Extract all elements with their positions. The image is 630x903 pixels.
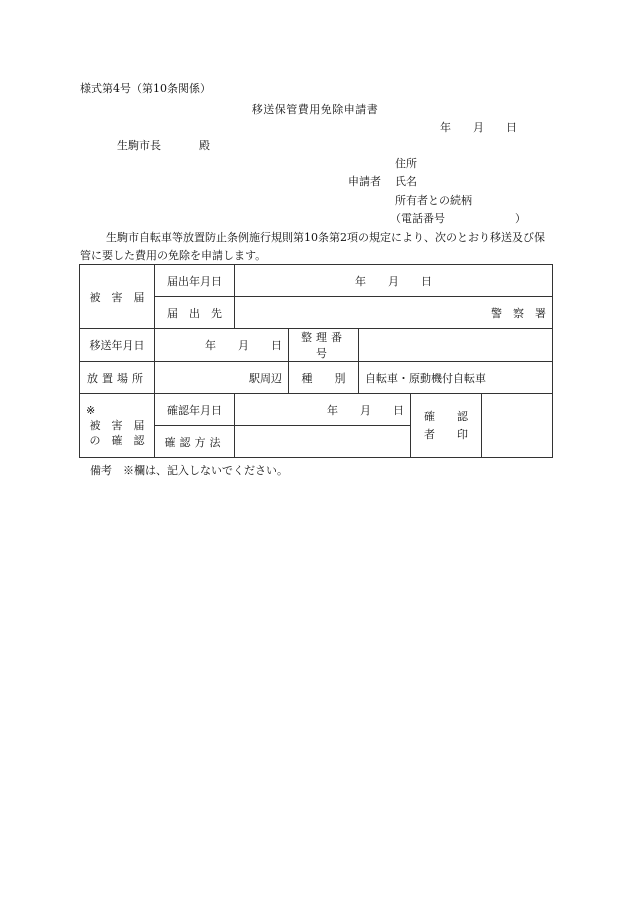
addressee-name: 生駒市長 [117,139,161,152]
addressee [117,137,210,153]
application-statement: 生駒市自転車等放置防止条例施行規則第10条第2項の規定により、次のとおり移送及び保管に要した費用の免除を申請します。 [80,231,545,262]
confirmation-line1: 被 害 届 [89,419,145,432]
applicant-name-label: 氏名 [395,175,417,188]
type-label: 種 別 [289,362,359,394]
confirm-date-label: 確認年月日 [155,394,235,426]
confirm-date-field[interactable]: 年 月 日 [235,394,411,426]
honorific: 殿 [199,139,210,152]
phone-line [390,210,526,226]
confirm-method-field[interactable] [235,426,411,458]
report-date-field[interactable]: 年 月 日 [235,265,553,297]
applicant-address-label: 住所 [395,157,417,170]
confirm-method-label: 確認方法 [155,426,235,458]
report-date-label: 届出年月日 [155,265,235,297]
confirmer-line1: 確 認 [424,409,468,423]
confirmer-seal-label [411,394,482,458]
location-field[interactable]: 駅周辺 [155,362,289,394]
phone-open-label: （電話番号 [390,212,445,225]
confirmer-seal-field[interactable] [482,394,553,458]
application-date: 年 月 日 [440,121,517,134]
report-to-field[interactable]: 警 察 署 [235,297,553,329]
form-number: 様式第4号（第10条関係） [80,82,211,95]
type-field[interactable]: 自転車・原動機付自転車 [359,362,553,394]
confirmation-mark: ※ [86,404,96,417]
ref-number-field[interactable] [359,329,553,362]
confirmation-header [80,394,155,458]
ref-number-label: 整理番号 [289,329,359,362]
owner-relation-label: 所有者との続柄 [395,194,472,207]
remarks: 備考 ※欄は、記入しないでください。 [90,464,288,477]
applicant-label: 申請者 [348,175,381,188]
document-title: 移送保管費用免除申請書 [251,103,379,116]
transfer-date-label: 移送年月日 [80,329,155,362]
phone-close-paren: ） [515,212,526,225]
report-to-label: 届 出 先 [155,297,235,329]
damage-report-header: 被 害 届 [80,265,155,329]
confirmer-line2: 者 印 [424,427,468,441]
transfer-date-field[interactable]: 年 月 日 [155,329,289,362]
confirmation-line2: の 確 認 [89,434,145,447]
application-form-table [79,264,553,458]
location-label: 放置場所 [80,362,155,394]
